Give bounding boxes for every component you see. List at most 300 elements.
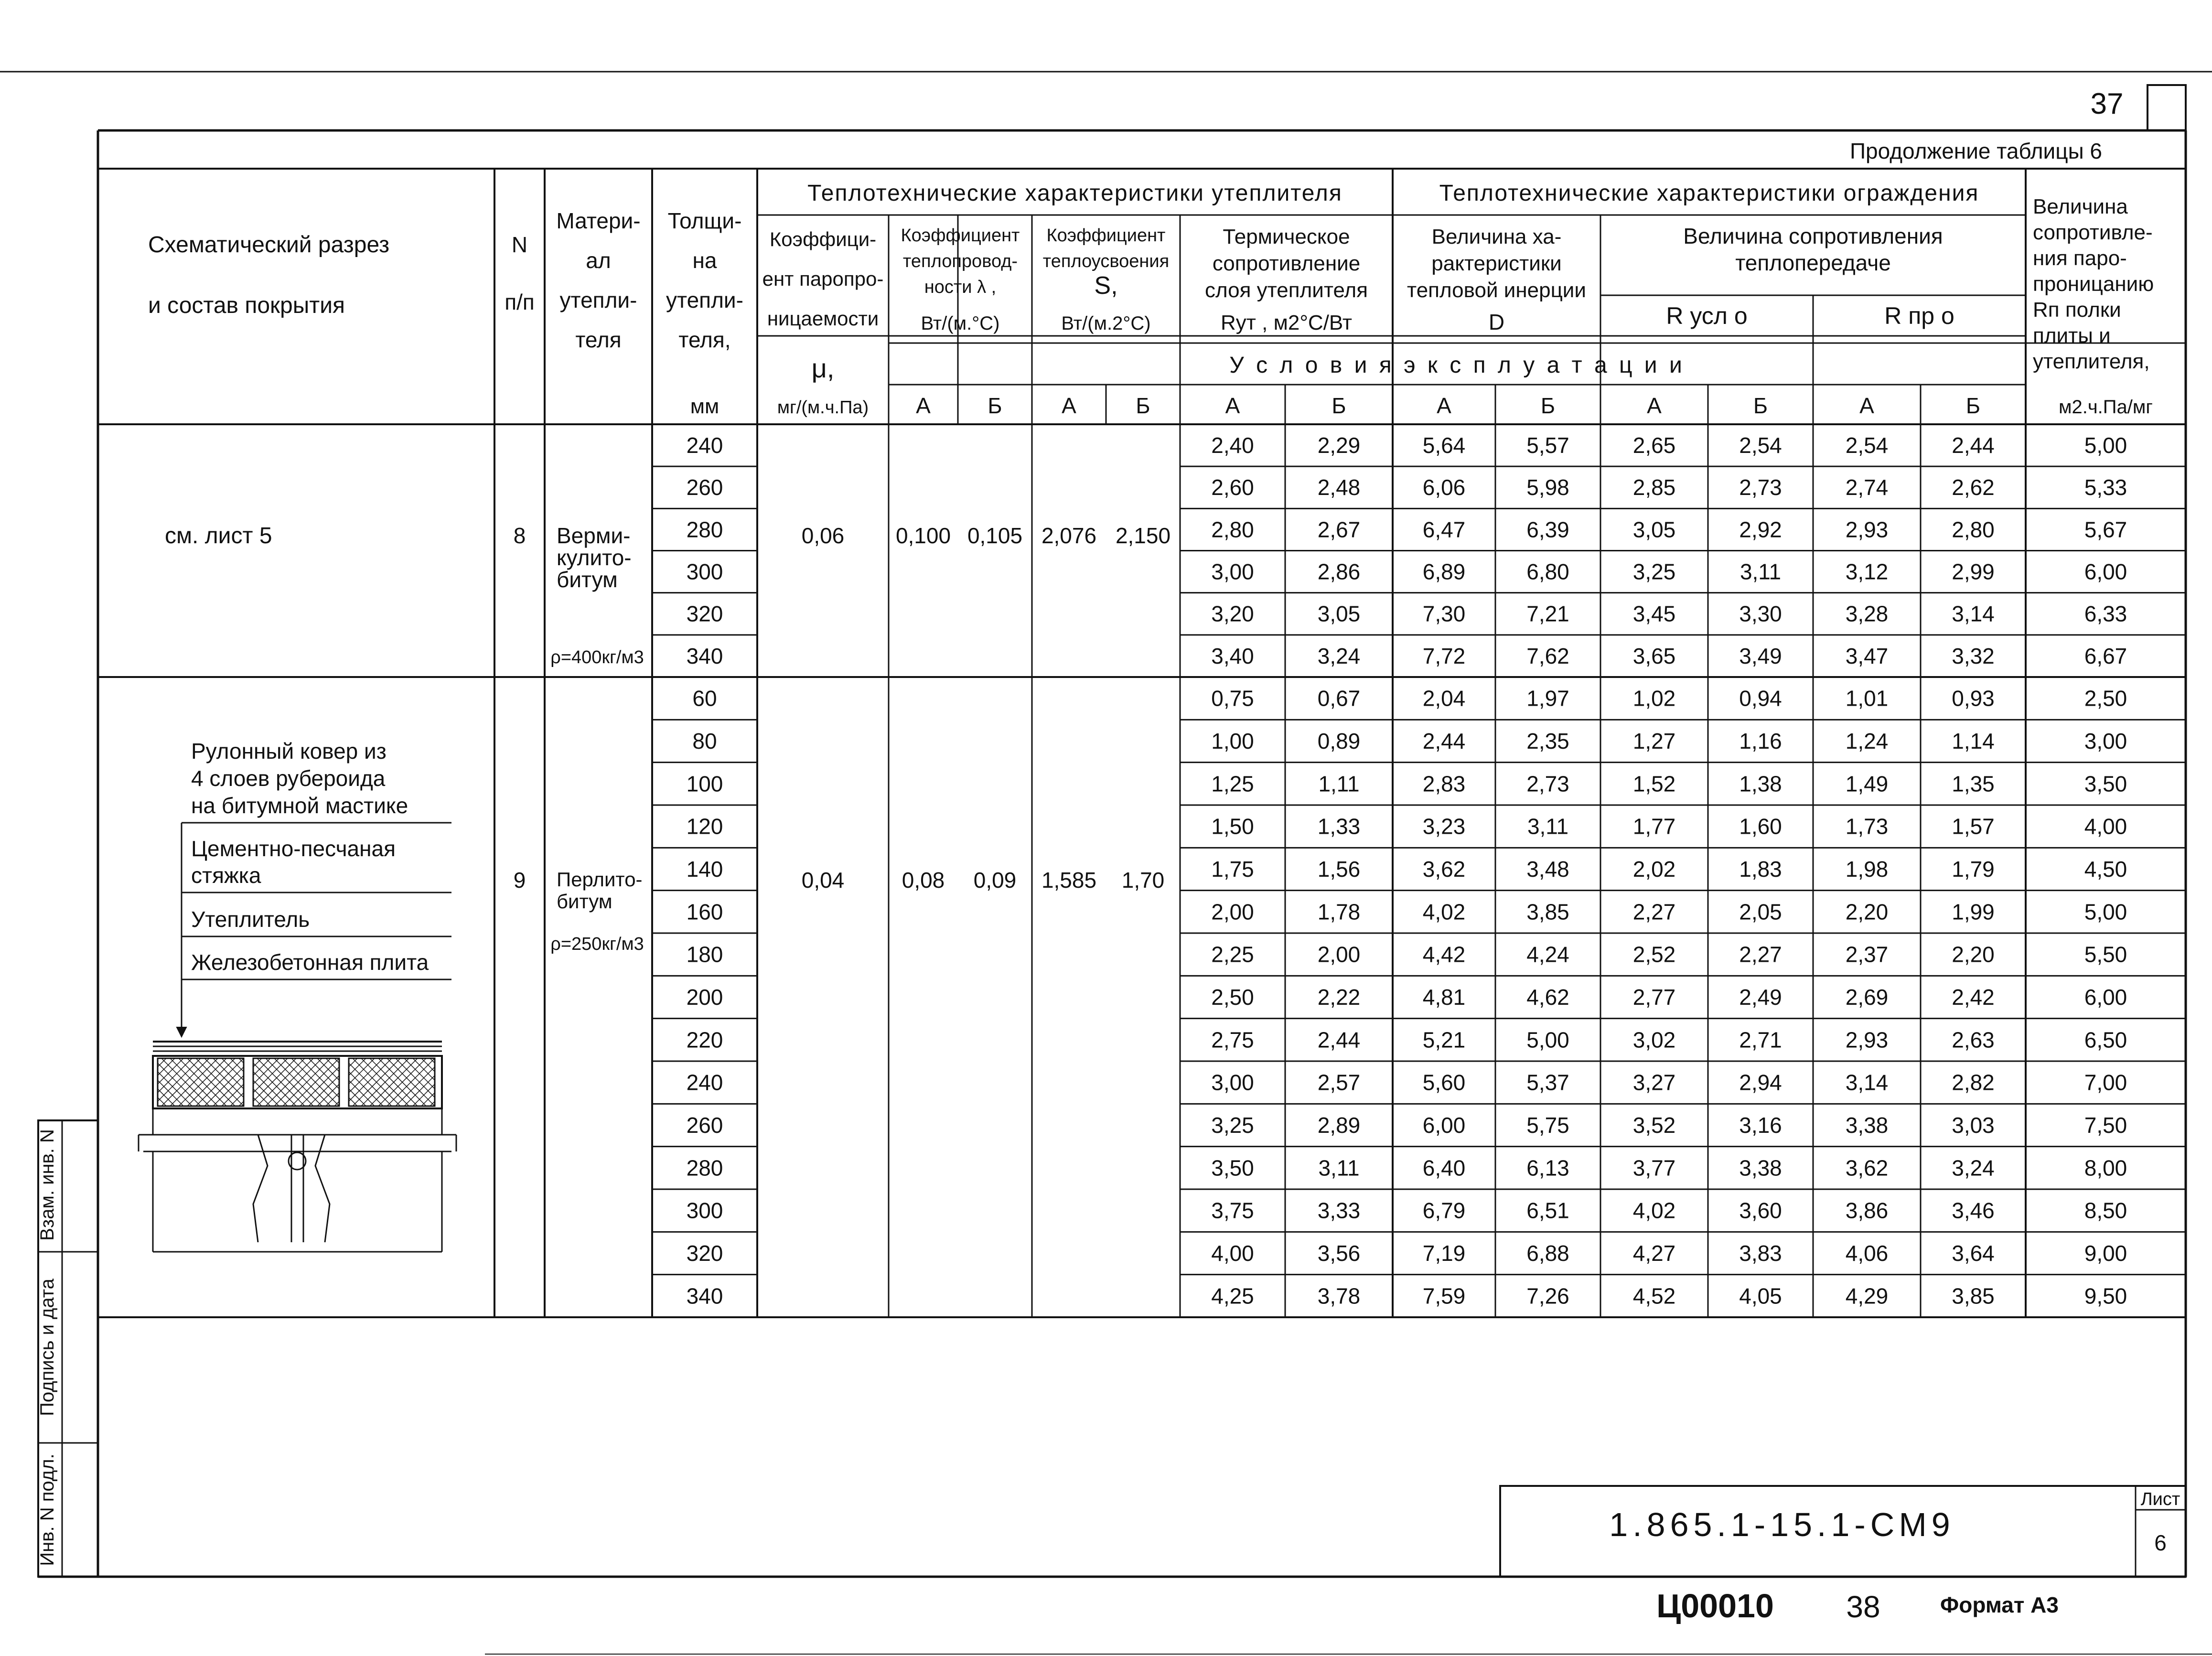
table-cell: 3,05: [1632, 517, 1676, 542]
header-vapor-coef: Коэффици-: [769, 228, 877, 250]
header-conductivity: Вт/(м.°С): [921, 313, 1000, 334]
layer-label: Железобетонная плита: [191, 950, 429, 975]
table-cell: 1,73: [1845, 814, 1889, 839]
table-cell: 3,46: [1952, 1198, 1995, 1223]
thickness-value: 140: [686, 857, 723, 882]
header-thickness: утепли-: [666, 288, 743, 312]
header-thermal-resistance: слоя утеплителя: [1204, 279, 1368, 302]
table-cell: 3,49: [1739, 643, 1782, 668]
table-cell: 3,75: [1211, 1198, 1254, 1223]
header-vapor-resistance: сопротивле-: [2033, 221, 2153, 244]
table-cell: 0,93: [1952, 686, 1995, 711]
table-cell: 3,85: [1526, 899, 1569, 925]
table-cell: 5,00: [1526, 1027, 1569, 1053]
material-name: Верми-: [557, 523, 631, 548]
table-cell: 6,51: [1526, 1198, 1569, 1223]
condition-a-label: А: [1225, 393, 1240, 418]
table-cell: 6,00: [2084, 985, 2127, 1010]
leader-arrow: [177, 1027, 186, 1037]
table-cell: 4,00: [2084, 814, 2127, 839]
header-schema: Схематический разрез: [148, 232, 390, 258]
header-thermal-resistance: Rут , м2°С/Вт: [1221, 311, 1352, 334]
sheet-number: 6: [2154, 1530, 2167, 1555]
table-cell: 2,57: [1317, 1070, 1361, 1095]
table-cell: 7,26: [1526, 1283, 1569, 1309]
document-code: 1.865.1-15.1-СМ9: [1609, 1506, 1955, 1543]
table-cell: 2,80: [1211, 517, 1254, 542]
table-cell: 2,74: [1845, 475, 1889, 500]
table-cell: 3,00: [2084, 729, 2127, 754]
table-cell: 6,47: [1422, 517, 1466, 542]
condition-a-label: А: [1062, 393, 1076, 418]
layer-label: 4 слоев рубероида: [191, 766, 386, 791]
thickness-value: 120: [686, 814, 723, 839]
table-cell: 5,75: [1526, 1113, 1569, 1138]
s-a-value: 1,585: [1041, 868, 1097, 893]
table-cell: 6,33: [2084, 601, 2127, 626]
header-vapor-resistance: ния паро-: [2033, 247, 2127, 270]
thickness-value: 220: [686, 1027, 723, 1053]
table-cell: 4,52: [1632, 1283, 1676, 1309]
table-cell: 2,94: [1739, 1070, 1782, 1095]
condition-b-label: Б: [1136, 393, 1150, 418]
table-cell: 2,44: [1422, 729, 1466, 754]
table-cell: 7,21: [1526, 601, 1569, 626]
table-cell: 2,22: [1317, 985, 1361, 1010]
table-cell: 1,24: [1845, 729, 1889, 754]
header-vapor-coef: ницаемости: [767, 307, 879, 330]
table-cell: 1,49: [1845, 771, 1889, 796]
table-cell: 3,00: [1211, 559, 1254, 584]
table-cell: 2,00: [1211, 899, 1254, 925]
table-cell: 2,93: [1845, 517, 1889, 542]
table-cell: 2,00: [1317, 942, 1361, 967]
table-cell: 1,16: [1739, 729, 1782, 754]
table-cell: 2,44: [1952, 432, 1995, 458]
table-cell: 2,93: [1845, 1027, 1889, 1053]
table-cell: 4,25: [1211, 1283, 1254, 1309]
table-cell: 2,48: [1317, 475, 1361, 500]
stamp-label: Инв. N подл.: [37, 1453, 58, 1566]
table-cell: 2,50: [2084, 686, 2127, 711]
table-cell: 3,47: [1845, 643, 1889, 668]
table-cell: 5,64: [1422, 432, 1466, 458]
row-number: 8: [513, 523, 526, 548]
table-cell: 3,24: [1952, 1155, 1995, 1181]
lambda-b-value: 0,09: [973, 868, 1017, 893]
table-cell: 2,77: [1632, 985, 1676, 1010]
table-cell: 3,02: [1632, 1027, 1676, 1053]
table-cell: 3,28: [1845, 601, 1889, 626]
insulation-block: [349, 1058, 435, 1106]
table-cell: 3,00: [1211, 1070, 1254, 1095]
table-cell: 1,83: [1739, 857, 1782, 882]
header-thickness: мм: [690, 395, 719, 418]
table-cell: 2,42: [1952, 985, 1995, 1010]
table-cell: 3,38: [1739, 1155, 1782, 1181]
table-cell: 2,49: [1739, 985, 1782, 1010]
table-cell: 6,67: [2084, 643, 2127, 668]
table-cell: 7,30: [1422, 601, 1466, 626]
thickness-value: 280: [686, 517, 723, 542]
table-cell: 2,04: [1422, 686, 1466, 711]
table-cell: 3,85: [1952, 1283, 1995, 1309]
table-cell: 3,30: [1739, 601, 1782, 626]
header-num: N: [511, 232, 528, 257]
table-cell: 2,62: [1952, 475, 1995, 500]
footer-page: 38: [1846, 1590, 1880, 1624]
table-cell: 3,64: [1952, 1241, 1995, 1266]
continuation-label: Продолжение таблицы 6: [1849, 139, 2102, 163]
table-cell: 3,78: [1317, 1283, 1361, 1309]
table-cell: 2,69: [1845, 985, 1889, 1010]
table-cell: 6,40: [1422, 1155, 1466, 1181]
table-cell: 2,92: [1739, 517, 1782, 542]
table-cell: 5,21: [1422, 1027, 1466, 1053]
header-thermal-resistance: сопротивление: [1212, 252, 1361, 275]
table-cell: 3,56: [1317, 1241, 1361, 1266]
table-cell: 1,75: [1211, 857, 1254, 882]
table-cell: 1,97: [1526, 686, 1569, 711]
header-conductivity: Коэффициент: [901, 226, 1020, 246]
header-vapor-resistance: Величина: [2033, 195, 2128, 218]
table-cell: 2,20: [1845, 899, 1889, 925]
table-cell: 4,81: [1422, 985, 1466, 1010]
table-cell: 3,62: [1845, 1155, 1889, 1181]
table-cell: 2,20: [1952, 942, 1995, 967]
table-cell: 1,25: [1211, 771, 1254, 796]
table-cell: 2,83: [1422, 771, 1466, 796]
thickness-value: 60: [692, 686, 717, 711]
table-cell: 2,73: [1526, 771, 1569, 796]
table-cell: 7,72: [1422, 643, 1466, 668]
table-cell: 5,98: [1526, 475, 1569, 500]
header-absorption: теплоусвоения: [1042, 251, 1170, 271]
header-r-usl: R усл о: [1666, 302, 1748, 329]
table-cell: 2,44: [1317, 1027, 1361, 1053]
table-cell: 3,77: [1632, 1155, 1676, 1181]
table-cell: 6,89: [1422, 559, 1466, 584]
header-heat-transfer: теплопередаче: [1735, 250, 1891, 275]
table-cell: 5,57: [1526, 432, 1569, 458]
header-group-insulation: Теплотехнические характеристики утеплителя: [807, 181, 1342, 206]
header-vapor-resistance: м2.ч.Па/мг: [2058, 397, 2153, 418]
material-name: битум: [557, 567, 618, 592]
table-cell: 2,25: [1211, 942, 1254, 967]
table-cell: 7,62: [1526, 643, 1569, 668]
table-cell: 2,50: [1211, 985, 1254, 1010]
table-cell: 3,50: [2084, 771, 2127, 796]
table-cell: 4,29: [1845, 1283, 1889, 1309]
footer-format: Формат А3: [1940, 1592, 2059, 1617]
header-absorption: Коэффициент: [1046, 226, 1166, 246]
sheet-label: Лист: [2140, 1489, 2180, 1509]
condition-a-label: А: [1437, 393, 1451, 418]
table-cell: 4,00: [1211, 1241, 1254, 1266]
table-cell: 0,67: [1317, 686, 1361, 711]
table-cell: 3,25: [1632, 559, 1676, 584]
material-density: ρ=250кг/м3: [550, 934, 644, 954]
table-cell: 4,50: [2084, 857, 2127, 882]
thickness-value: 320: [686, 1241, 723, 1266]
vapor-coef-value: 0,06: [801, 523, 845, 548]
condition-a-label: А: [1859, 393, 1874, 418]
table-cell: 3,38: [1845, 1113, 1889, 1138]
table-cell: 2,89: [1317, 1113, 1361, 1138]
thickness-value: 240: [686, 1070, 723, 1095]
table-cell: 1,60: [1739, 814, 1782, 839]
page-number: 37: [2090, 87, 2124, 120]
table-cell: 1,50: [1211, 814, 1254, 839]
table-cell: 1,56: [1317, 857, 1361, 882]
table-cell: 2,99: [1952, 559, 1995, 584]
material-density: ρ=400кг/м3: [550, 647, 644, 667]
table-cell: 2,65: [1632, 432, 1676, 458]
table-cell: 3,05: [1317, 601, 1361, 626]
table-cell: 5,50: [2084, 942, 2127, 967]
table-cell: 7,59: [1422, 1283, 1466, 1309]
table-cell: 1,78: [1317, 899, 1361, 925]
table-cell: 3,32: [1952, 643, 1995, 668]
thickness-value: 260: [686, 1113, 723, 1138]
table-cell: 1,77: [1632, 814, 1676, 839]
hatch-line: [253, 1058, 262, 1067]
table-cell: 2,60: [1211, 475, 1254, 500]
header-thickness: на: [692, 248, 717, 273]
table-cell: 4,02: [1632, 1198, 1676, 1223]
header-num: п/п: [505, 290, 535, 314]
table-cell: 3,24: [1317, 643, 1361, 668]
header-absorption: S,: [1094, 272, 1118, 300]
table-cell: 3,03: [1952, 1113, 1995, 1138]
table-cell: 1,38: [1739, 771, 1782, 796]
lambda-b-value: 0,105: [967, 523, 1023, 548]
footer-code: Ц00010: [1656, 1587, 1774, 1624]
table-cell: 6,06: [1422, 475, 1466, 500]
table-cell: 6,50: [2084, 1027, 2127, 1053]
page-number-box: [2148, 85, 2186, 130]
hatch-line: [349, 1097, 357, 1106]
header-inertia: рактеристики: [1431, 252, 1562, 275]
table-cell: 2,05: [1739, 899, 1782, 925]
hatch-line: [158, 1097, 166, 1106]
header-vapor-resistance: плиты и: [2033, 324, 2111, 347]
material-name: битум: [557, 890, 612, 913]
table-cell: 5,00: [2084, 899, 2127, 925]
table-cell: 3,27: [1632, 1070, 1676, 1095]
header-inertia: тепловой инерции: [1407, 279, 1586, 302]
table-cell: 1,00: [1211, 729, 1254, 754]
table-cell: 1,52: [1632, 771, 1676, 796]
table-cell: 3,60: [1739, 1198, 1782, 1223]
layer-label: Рулонный ковер из: [191, 739, 387, 763]
header-absorption: Вт/(м.2°С): [1061, 313, 1151, 334]
table-cell: 2,27: [1632, 899, 1676, 925]
table-cell: 9,50: [2084, 1283, 2127, 1309]
lambda-a-value: 0,100: [895, 523, 951, 548]
table-cell: 2,85: [1632, 475, 1676, 500]
table-cell: 3,65: [1632, 643, 1676, 668]
header-thickness: теля,: [678, 327, 731, 352]
table-cell: 0,75: [1211, 686, 1254, 711]
condition-b-label: Б: [1331, 393, 1346, 418]
condition-a-label: А: [1647, 393, 1662, 418]
condition-b-label: Б: [988, 393, 1002, 418]
header-vapor-coef: ент паропро-: [762, 268, 884, 290]
thickness-value: 300: [686, 559, 723, 584]
table-cell: 6,88: [1526, 1241, 1569, 1266]
table-cell: 7,50: [2084, 1113, 2127, 1138]
table-cell: 3,14: [1952, 601, 1995, 626]
header-r-pr: R пр о: [1884, 302, 1954, 329]
s-b-value: 1,70: [1121, 868, 1165, 893]
table-cell: 0,89: [1317, 729, 1361, 754]
header-vapor-resistance: Rп полки: [2033, 298, 2121, 322]
condition-b-label: Б: [1753, 393, 1768, 418]
table-cell: 6,79: [1422, 1198, 1466, 1223]
thickness-value: 340: [686, 1283, 723, 1309]
table-cell: 3,25: [1211, 1113, 1254, 1138]
table-cell: 0,94: [1739, 686, 1782, 711]
table-cell: 1,14: [1952, 729, 1995, 754]
header-vapor-coef: μ,: [811, 353, 835, 383]
table-cell: 5,00: [2084, 432, 2127, 458]
table-cell: 3,86: [1845, 1198, 1889, 1223]
table-cell: 2,75: [1211, 1027, 1254, 1053]
table-cell: 2,73: [1739, 475, 1782, 500]
table-cell: 2,37: [1845, 942, 1889, 967]
thickness-value: 240: [686, 432, 723, 458]
table-cell: 3,50: [1211, 1155, 1254, 1181]
table-cell: 3,11: [1527, 814, 1569, 839]
thickness-value: 160: [686, 899, 723, 925]
condition-a-label: А: [916, 393, 931, 418]
stamp-label: Подпись и дата: [37, 1279, 58, 1416]
table-cell: 4,05: [1739, 1283, 1782, 1309]
hatch-line: [349, 1058, 357, 1067]
table-cell: 6,00: [1422, 1113, 1466, 1138]
table-cell: 5,33: [2084, 475, 2127, 500]
s-a-value: 2,076: [1041, 523, 1097, 548]
table-cell: 6,00: [2084, 559, 2127, 584]
table-cell: 1,99: [1952, 899, 1995, 925]
table-cell: 2,63: [1952, 1027, 1995, 1053]
lambda-a-value: 0,08: [902, 868, 945, 893]
table-cell: 2,86: [1317, 559, 1361, 584]
table-cell: 2,52: [1632, 942, 1676, 967]
table-cell: 3,48: [1526, 857, 1569, 882]
table-cell: 4,24: [1526, 942, 1569, 967]
table-cell: 2,80: [1952, 517, 1995, 542]
table-cell: 1,01: [1845, 686, 1889, 711]
header-material: утепли-: [559, 288, 637, 312]
table-cell: 3,11: [1318, 1155, 1360, 1181]
table-cell: 3,45: [1632, 601, 1676, 626]
thickness-value: 280: [686, 1155, 723, 1181]
table-cell: 2,27: [1739, 942, 1782, 967]
table-cell: 4,42: [1422, 942, 1466, 967]
table-cell: 4,06: [1845, 1241, 1889, 1266]
table-cell: 3,23: [1422, 814, 1466, 839]
s-b-value: 2,150: [1115, 523, 1171, 548]
header-inertia: D: [1488, 310, 1505, 334]
thickness-value: 180: [686, 942, 723, 967]
table-cell: 2,02: [1632, 857, 1676, 882]
table-cell: 2,40: [1211, 432, 1254, 458]
layer-label: Утеплитель: [191, 907, 310, 932]
condition-b-label: Б: [1965, 393, 1981, 418]
table-cell: 3,14: [1845, 1070, 1889, 1095]
vapor-coef-value: 0,04: [801, 868, 845, 893]
table-cell: 2,54: [1739, 432, 1782, 458]
table-cell: 1,35: [1952, 771, 1995, 796]
slab-outline: [153, 1151, 442, 1252]
header-material: теля: [575, 327, 622, 352]
table-cell: 5,37: [1526, 1070, 1569, 1095]
table-cell: 4,62: [1526, 985, 1569, 1010]
table-cell: 3,83: [1739, 1241, 1782, 1266]
thickness-value: 100: [686, 771, 723, 796]
layer-label: стяжка: [191, 863, 261, 888]
table-cell: 3,20: [1211, 601, 1254, 626]
slab-edge: [139, 1135, 456, 1151]
table-cell: 3,33: [1317, 1198, 1361, 1223]
table-cell: 3,12: [1845, 559, 1889, 584]
header-conductivity: ности λ ,: [924, 277, 997, 297]
table-cell: 5,60: [1422, 1070, 1466, 1095]
table-cell: 4,27: [1632, 1241, 1676, 1266]
stamp-label: Взам. инв. N: [37, 1129, 58, 1241]
thickness-value: 320: [686, 601, 723, 626]
table-cell: 1,02: [1632, 686, 1676, 711]
table-cell: 2,35: [1526, 729, 1569, 754]
row-number: 9: [513, 868, 526, 893]
header-thermal-resistance: Термическое: [1223, 225, 1350, 248]
table-cell: 2,82: [1952, 1070, 1995, 1095]
table-cell: 2,54: [1845, 432, 1889, 458]
table-cell: 1,11: [1318, 771, 1360, 796]
table-cell: 3,52: [1632, 1113, 1676, 1138]
thickness-value: 200: [686, 985, 723, 1010]
insulation-block: [158, 1058, 244, 1106]
header-material: Матери-: [556, 208, 641, 233]
table-cell: 5,67: [2084, 517, 2127, 542]
table-cell: 9,00: [2084, 1241, 2127, 1266]
table-cell: 1,57: [1952, 814, 1995, 839]
table-cell: 3,16: [1739, 1113, 1782, 1138]
header-group-envelope: Теплотехнические характеристики ограждения: [1439, 181, 1979, 206]
header-vapor-resistance: проницанию: [2033, 272, 2154, 296]
table-cell: 8,00: [2084, 1155, 2127, 1181]
table-cell: 4,02: [1422, 899, 1466, 925]
material-name: кулито-: [557, 545, 632, 570]
material-name: Перлито-: [557, 868, 643, 891]
table-cell: 1,98: [1845, 857, 1889, 882]
header-conditions: У с л о в и я э к с п л у а т а ц и и: [1229, 353, 1685, 378]
thickness-value: 300: [686, 1198, 723, 1223]
header-conductivity: теплопровод-: [902, 251, 1018, 271]
header-material: ал: [586, 248, 611, 273]
table-cell: 6,13: [1526, 1155, 1569, 1181]
thickness-value: 260: [686, 475, 723, 500]
table-cell: 2,67: [1317, 517, 1361, 542]
header-vapor-resistance: утеплителя,: [2033, 350, 2150, 373]
table-cell: 3,40: [1211, 643, 1254, 668]
table-cell: 2,29: [1317, 432, 1361, 458]
thickness-value: 80: [692, 729, 717, 754]
schema-reference: см. лист 5: [165, 523, 272, 548]
header-thickness: Толщи-: [667, 208, 742, 233]
